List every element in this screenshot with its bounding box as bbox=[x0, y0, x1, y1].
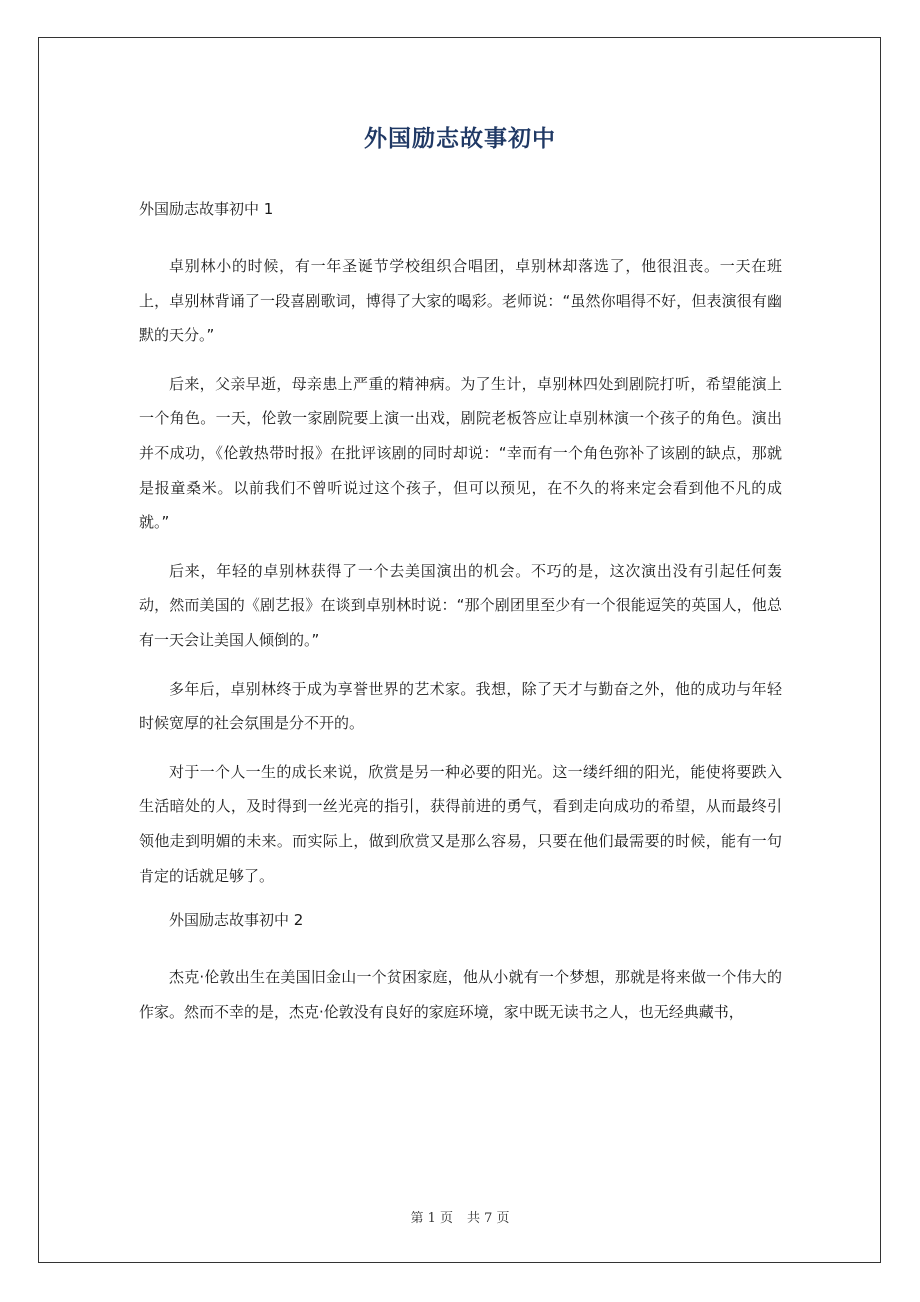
page-number: 第 1 页 bbox=[410, 1211, 453, 1226]
document-title: 外国励志故事初中 bbox=[364, 126, 556, 152]
paragraph: 后来，年轻的卓别林获得了一个去美国演出的机会。不巧的是，这次演出没有引起任何轰动，然而美国的《剧艺报》在谈到卓别林时说：“那个剧团里至少有一个很能逗笑的英国人，他总有一天会让美国人倾倒的。” bbox=[139, 561, 782, 649]
section-heading-2: 外国励志故事初中 2 bbox=[169, 911, 304, 930]
paragraph: 杰克·伦敦出生在美国旧金山一个贫困家庭，他从小就有一个梦想，那就是将来做一个伟大的作家。然而不幸的是，杰克·伦敦没有良好的家庭环境，家中既无读书之人，也无经典藏书， bbox=[139, 968, 782, 1021]
section-heading-1: 外国励志故事初中 1 bbox=[139, 200, 274, 218]
page-footer bbox=[0, 1207, 920, 1226]
paragraph: 对于一个人一生的成长来说，欣赏是另一种必要的阳光。这一缕纤细的阳光，能使将要跌入生活暗处的人，及时得到一丝光亮的指引，获得前进的勇气，看到走向成功的希望，从而最终引领他走到明媚的未来。而实际上，做到欣赏又是那么容易，只要在他们最需要的时候，能有一句肯定的话就足够了。 bbox=[139, 762, 782, 885]
document-body bbox=[139, 196, 782, 1029]
page-total: 共 7 页 bbox=[467, 1211, 510, 1226]
paragraph: 多年后，卓别林终于成为享誉世界的艺术家。我想，除了天才与勤奋之外，他的成功与年轻时候宽厚的社会氛围是分不开的。 bbox=[139, 679, 782, 733]
paragraph: 卓别林小的时候，有一年圣诞节学校组织合唱团，卓别林却落选了，他很沮丧。一天在班上，卓别林背诵了一段喜剧歌词，博得了大家的喝彩。老师说：“虽然你唱得不好，但表演很有幽默的天分。” bbox=[139, 257, 782, 345]
paragraph: 后来，父亲早逝，母亲患上严重的精神病。为了生计，卓别林四处到剧院打听，希望能演上一个角色。一天，伦敦一家剧院要上演一出戏，剧院老板答应让卓别林演一个孩子的角色。演出并不成功，《伦敦热带时报》在批评该剧的同时却说：“幸而有一个角色弥补了该剧的缺点，那就是报童桑米。以前我们不曾听说过这个孩子，但可以预见，在不久的将来定会看到他不凡的成就。” bbox=[139, 374, 782, 532]
